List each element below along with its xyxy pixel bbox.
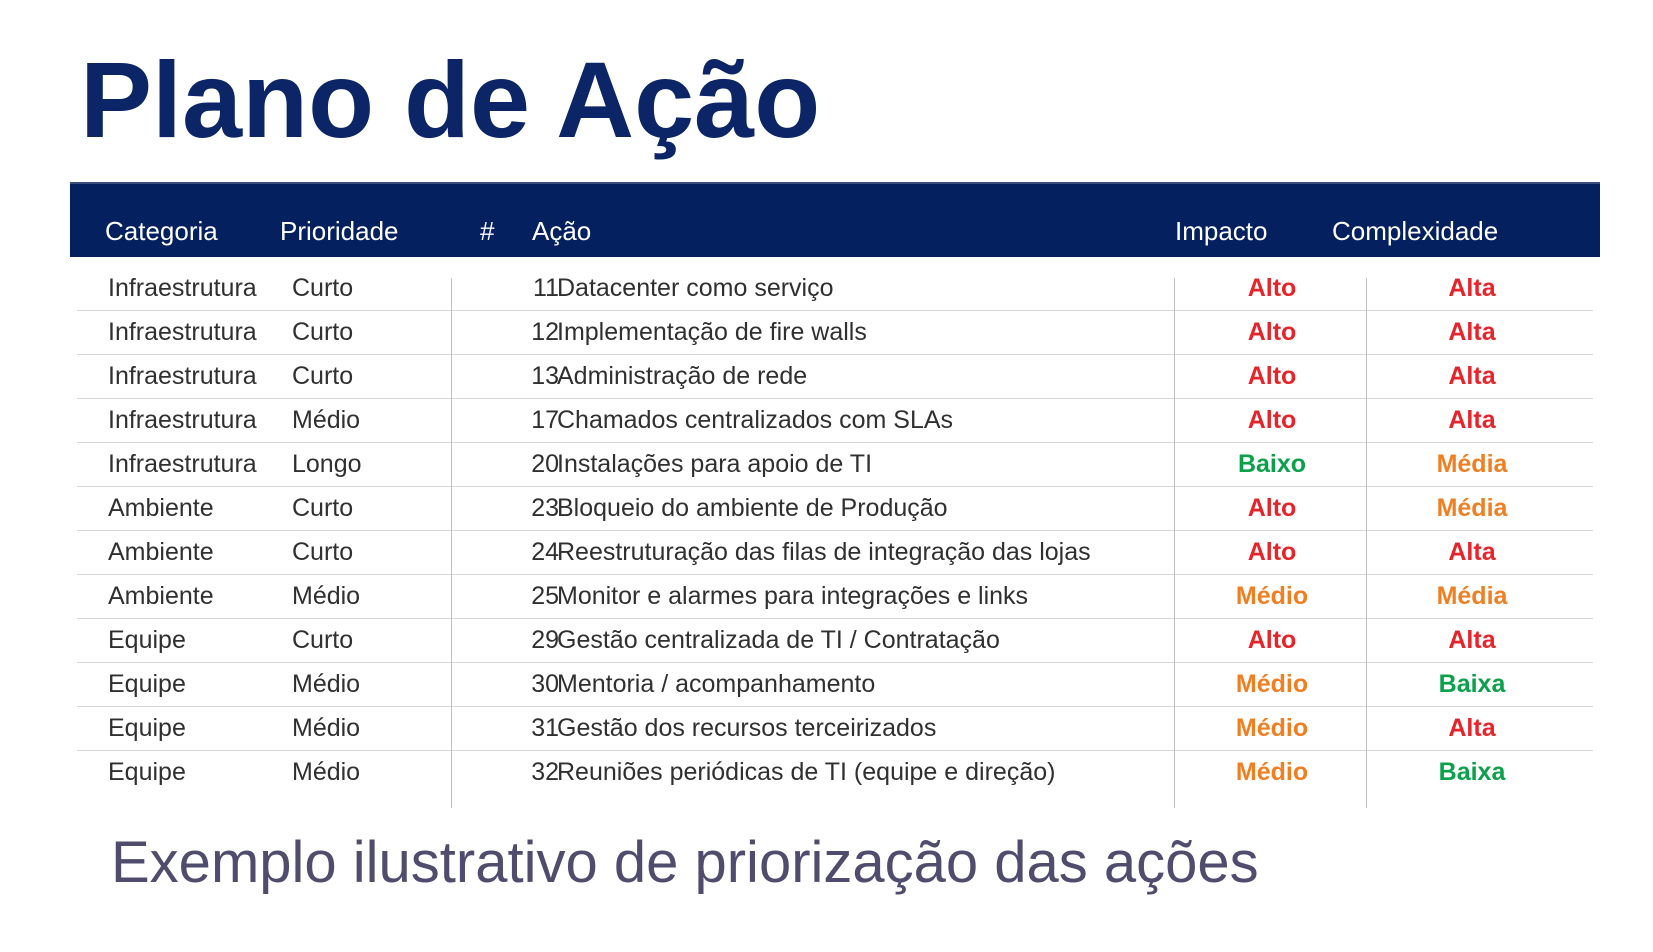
cell-impacto: Alto	[1247, 494, 1297, 522]
caption: Exemplo ilustrativo de priorização das ações	[111, 830, 1259, 895]
cell-numero: 29	[531, 626, 559, 654]
cell-prioridade: Curto	[292, 538, 354, 566]
cell-prioridade: Curto	[292, 362, 354, 390]
cell-complexidade: Alta	[1448, 318, 1496, 346]
cell-numero: 31	[531, 714, 559, 742]
cell-prioridade: Médio	[292, 714, 361, 742]
cell-complexidade: Média	[1436, 494, 1508, 522]
cell-categoria: Equipe	[108, 714, 186, 742]
cell-numero: 23	[531, 494, 559, 522]
cell-acao: Datacenter como serviço	[557, 274, 834, 302]
cell-numero: 20	[531, 450, 559, 478]
header-categoria: Categoria	[105, 216, 218, 246]
cell-complexidade: Alta	[1448, 406, 1496, 434]
column-divider	[1366, 278, 1367, 808]
cell-complexidade: Alta	[1448, 362, 1496, 390]
header-acao: Ação	[532, 216, 592, 246]
cell-impacto: Alto	[1247, 362, 1297, 390]
header-impacto: Impacto	[1175, 216, 1268, 246]
page-title: Plano de Ação	[80, 39, 821, 160]
cell-categoria: Infraestrutura	[108, 406, 257, 434]
cell-prioridade: Médio	[292, 406, 361, 434]
cell-impacto: Alto	[1247, 318, 1297, 346]
cell-impacto: Alto	[1247, 626, 1297, 654]
cell-complexidade: Baixa	[1438, 758, 1506, 786]
cell-impacto: Médio	[1235, 670, 1309, 698]
cell-acao: Mentoria / acompanhamento	[557, 670, 876, 698]
cell-categoria: Infraestrutura	[108, 274, 257, 302]
cell-prioridade: Longo	[292, 450, 362, 478]
column-divider	[1174, 278, 1175, 808]
cell-impacto: Alto	[1247, 406, 1297, 434]
cell-complexidade: Média	[1436, 450, 1508, 478]
cell-acao: Administração de rede	[557, 362, 808, 390]
cell-complexidade: Alta	[1448, 274, 1496, 302]
cell-complexidade: Baixa	[1438, 670, 1506, 698]
table-header	[70, 182, 1600, 257]
cell-numero: 17	[531, 406, 559, 434]
cell-acao: Reestruturação das filas de integração das lojas	[557, 538, 1091, 566]
cell-complexidade: Alta	[1448, 538, 1496, 566]
cell-categoria: Ambiente	[108, 582, 214, 610]
cell-categoria: Infraestrutura	[108, 450, 257, 478]
cell-prioridade: Médio	[292, 670, 361, 698]
cell-prioridade: Curto	[292, 274, 354, 302]
cell-acao: Monitor e alarmes para integrações e links	[557, 582, 1029, 610]
cell-categoria: Ambiente	[108, 538, 214, 566]
cell-acao: Reuniões periódicas de TI (equipe e direção)	[557, 758, 1056, 786]
cell-prioridade: Curto	[292, 318, 354, 346]
cell-acao: Gestão dos recursos terceirizados	[557, 714, 937, 742]
cell-numero: 25	[531, 582, 559, 610]
cell-categoria: Equipe	[108, 758, 186, 786]
cell-prioridade: Médio	[292, 582, 361, 610]
cell-categoria: Equipe	[108, 670, 186, 698]
cell-acao: Instalações para apoio de TI	[557, 450, 873, 478]
cell-impacto: Médio	[1235, 758, 1309, 786]
cell-categoria: Infraestrutura	[108, 318, 257, 346]
cell-impacto: Médio	[1235, 714, 1309, 742]
cell-complexidade: Média	[1436, 582, 1508, 610]
header-prioridade: Prioridade	[280, 216, 399, 246]
cell-acao: Implementação de fire walls	[557, 318, 867, 346]
cell-prioridade: Médio	[292, 758, 361, 786]
cell-numero: 12	[531, 318, 559, 346]
cell-numero: 24	[531, 538, 559, 566]
header-numero: #	[480, 216, 495, 246]
header-complexidade: Complexidade	[1332, 216, 1499, 246]
cell-numero: 32	[531, 758, 559, 786]
column-divider	[451, 278, 452, 808]
cell-categoria: Infraestrutura	[108, 362, 257, 390]
cell-impacto: Baixo	[1237, 450, 1307, 478]
cell-acao: Bloqueio do ambiente de Produção	[557, 494, 948, 522]
cell-categoria: Ambiente	[108, 494, 214, 522]
cell-impacto: Médio	[1235, 582, 1309, 610]
cell-prioridade: Curto	[292, 494, 354, 522]
cell-complexidade: Alta	[1448, 714, 1496, 742]
cell-acao: Chamados centralizados com SLAs	[557, 406, 954, 434]
cell-categoria: Equipe	[108, 626, 186, 654]
cell-numero: 11	[533, 274, 559, 302]
cell-acao: Gestão centralizada de TI / Contratação	[557, 626, 1000, 654]
cell-numero: 13	[531, 362, 559, 390]
cell-complexidade: Alta	[1448, 626, 1496, 654]
cell-numero: 30	[531, 670, 559, 698]
cell-impacto: Alto	[1247, 538, 1297, 566]
cell-impacto: Alto	[1247, 274, 1297, 302]
cell-prioridade: Curto	[292, 626, 354, 654]
